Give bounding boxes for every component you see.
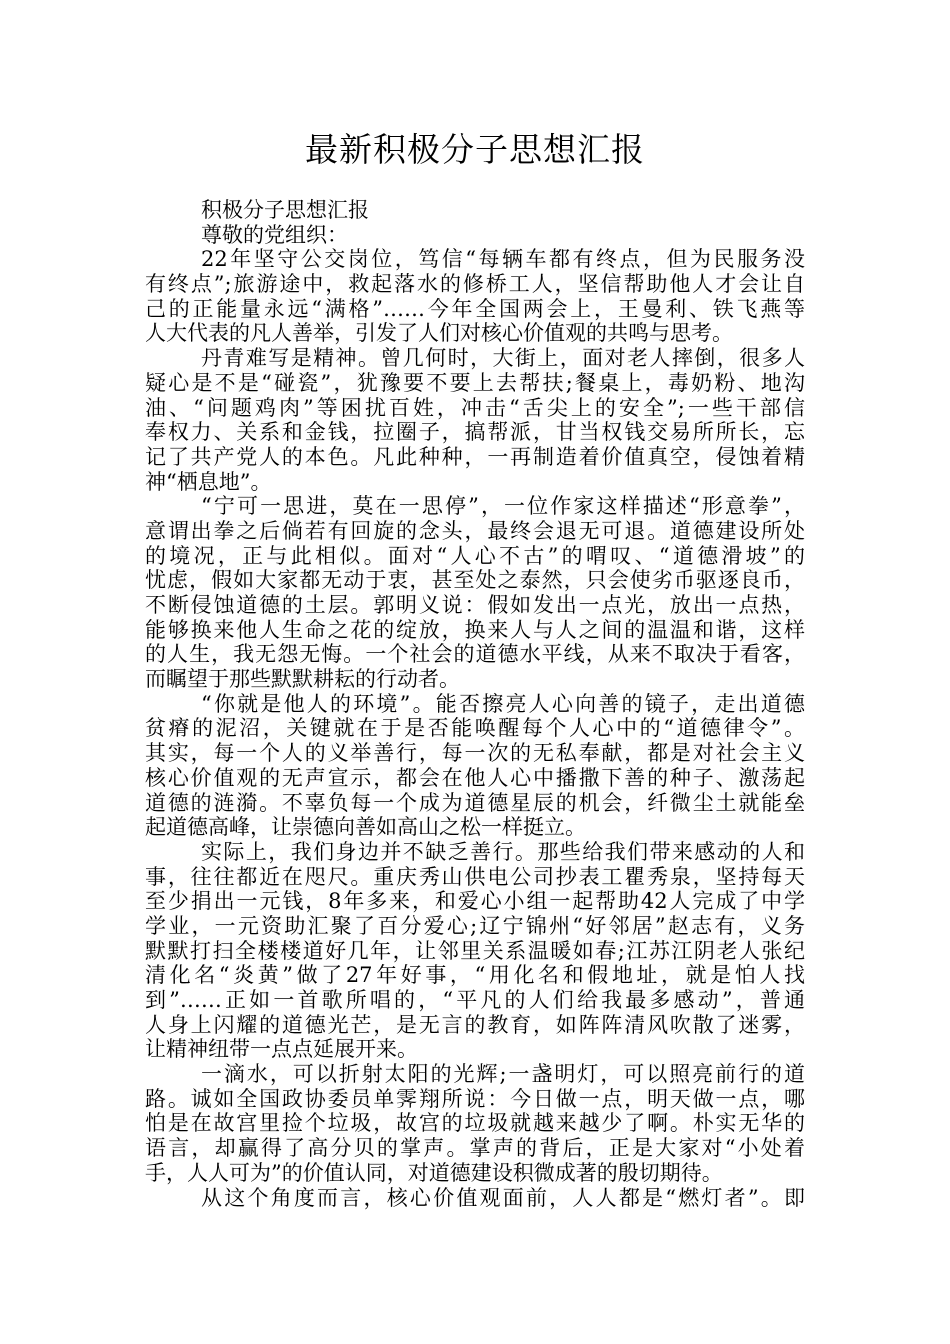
body-line: “宁可一思进，莫在一思停”，一位作家这样描述“形意拳”， [201,494,805,519]
body-line: 清化名“炎黄”做了27年好事，“用化名和假地址，就是怕人找 [145,963,805,988]
body-line: 一滴水，可以折射太阳的光辉;一盏明灯，可以照亮前行的道 [201,1062,805,1087]
body-line: 核心价值观的无声宣示，都会在他人心中播撒下善的种子、激荡起 [145,765,805,790]
body-line: 到”……正如一首歌所唱的，“平凡的人们给我最多感动”，普通 [145,988,805,1012]
body-line: 的境况，正与此相似。面对“人心不古”的喟叹、“道德滑坡”的 [145,543,805,568]
body-line: 至少捐出一元钱，8年多来，和爱心小组一起帮助42人完成了中学 [145,889,805,914]
body-line: 奉权力、关系和金钱，拉圈子，搞帮派，甘当权钱交易所所长，忘 [145,420,805,445]
document-body [145,198,805,1210]
body-line: 而瞩望于那些默默耕耘的行动者。 [145,667,460,692]
body-line: 道德的涟漪。不辜负每一个成为道德星辰的机会，纤微尘土就能垒 [145,790,805,815]
body-line: 人身上闪耀的道德光芒，是无言的教育，如阵阵清风吹散了迷雾， [145,1012,805,1037]
body-line: 起道德高峰，让崇德向善如高山之松一样挺立。 [145,815,586,840]
body-line: 语言，却赢得了高分贝的掌声。掌声的背后，正是大家对“小处着 [145,1136,805,1161]
body-line: 记了共产党人的本色。凡此种种，一再制造着价值真空，侵蚀着精 [145,444,805,469]
body-line: 实际上，我们身边并不缺乏善行。那些给我们带来感动的人和 [201,839,805,864]
body-line: 贫瘠的泥沼，关键就在于是否能唤醒每个人心中的“道德律令”。 [145,716,805,741]
body-line: 神“栖息地”。 [145,469,272,494]
body-line: 事，往往都近在咫尺。重庆秀山供电公司抄表工瞿秀泉，坚持每天 [145,864,805,889]
body-line: 积极分子思想汇报 [201,198,369,222]
body-line: 默默打扫全楼楼道好几年，让邻里关系温暖如春;江苏江阴老人张纪 [145,938,805,963]
body-line: 怕是在故宫里捡个垃圾，故宫的垃圾就越来越少了啊。朴实无华的 [145,1111,805,1136]
body-line: 尊敬的党组织： [201,222,348,247]
body-line: 手，人人可为”的价值认同，对道德建设积微成著的殷切期待。 [145,1160,723,1185]
body-line: 的人生，我无怨无悔。一个社会的道德水平线，从来不取决于看客， [145,642,805,667]
body-line: 22年坚守公交岗位，笃信“每辆车都有终点，但为民服务没 [201,247,805,272]
body-line: 其实，每一个人的义举善行，每一次的无私奉献，都是对社会主义 [145,741,805,766]
body-line: 丹青难写是精神。曾几何时，大街上，面对老人摔倒，很多人 [201,346,805,371]
body-line: 不断侵蚀道德的土层。郭明义说：假如发出一点光，放出一点热， [145,593,805,617]
body-line: 疑心是不是“碰瓷”，犹豫要不要上去帮扶;餐桌上，毒奶粉、地沟 [145,370,805,395]
body-line: 己的正能量永远“满格”……今年全国两会上，王曼利、铁飞燕等 [145,296,805,321]
body-line: 路。诚如全国政协委员单霁翔所说：今日做一点，明天做一点，哪 [145,1086,805,1111]
body-line: 从这个角度而言，核心价值观面前，人人都是“燃灯者”。即 [201,1185,805,1210]
body-line: “你就是他人的环境”。能否擦亮人心向善的镜子，走出道德 [201,691,805,716]
body-line: 人大代表的凡人善举，引发了人们对核心价值观的共鸣与思考。 [145,321,733,346]
body-line: 学业，一元资助汇聚了百分爱心;辽宁锦州“好邻居”赵志有，义务 [145,913,805,938]
document-title: 最新积极分子思想汇报 [305,130,645,169]
body-line: 有终点”;旅游途中，救起落水的修桥工人，坚信帮助他人才会让自 [145,272,805,297]
body-line: 油、“问题鸡肉”等困扰百姓，冲击“舌尖上的安全”;一些干部信 [145,395,805,420]
body-line: 意谓出拳之后倘若有回旋的念头，最终会退无可退。道德建设所处 [145,518,805,543]
body-line: 让精神纽带一点点延展开来。 [145,1037,418,1062]
body-line: 忧虑，假如大家都无动于衷，甚至处之泰然，只会使劣币驱逐良币， [145,568,805,593]
body-line: 能够换来他人生命之花的绽放，换来人与人之间的温温和谐，这样 [145,617,805,642]
